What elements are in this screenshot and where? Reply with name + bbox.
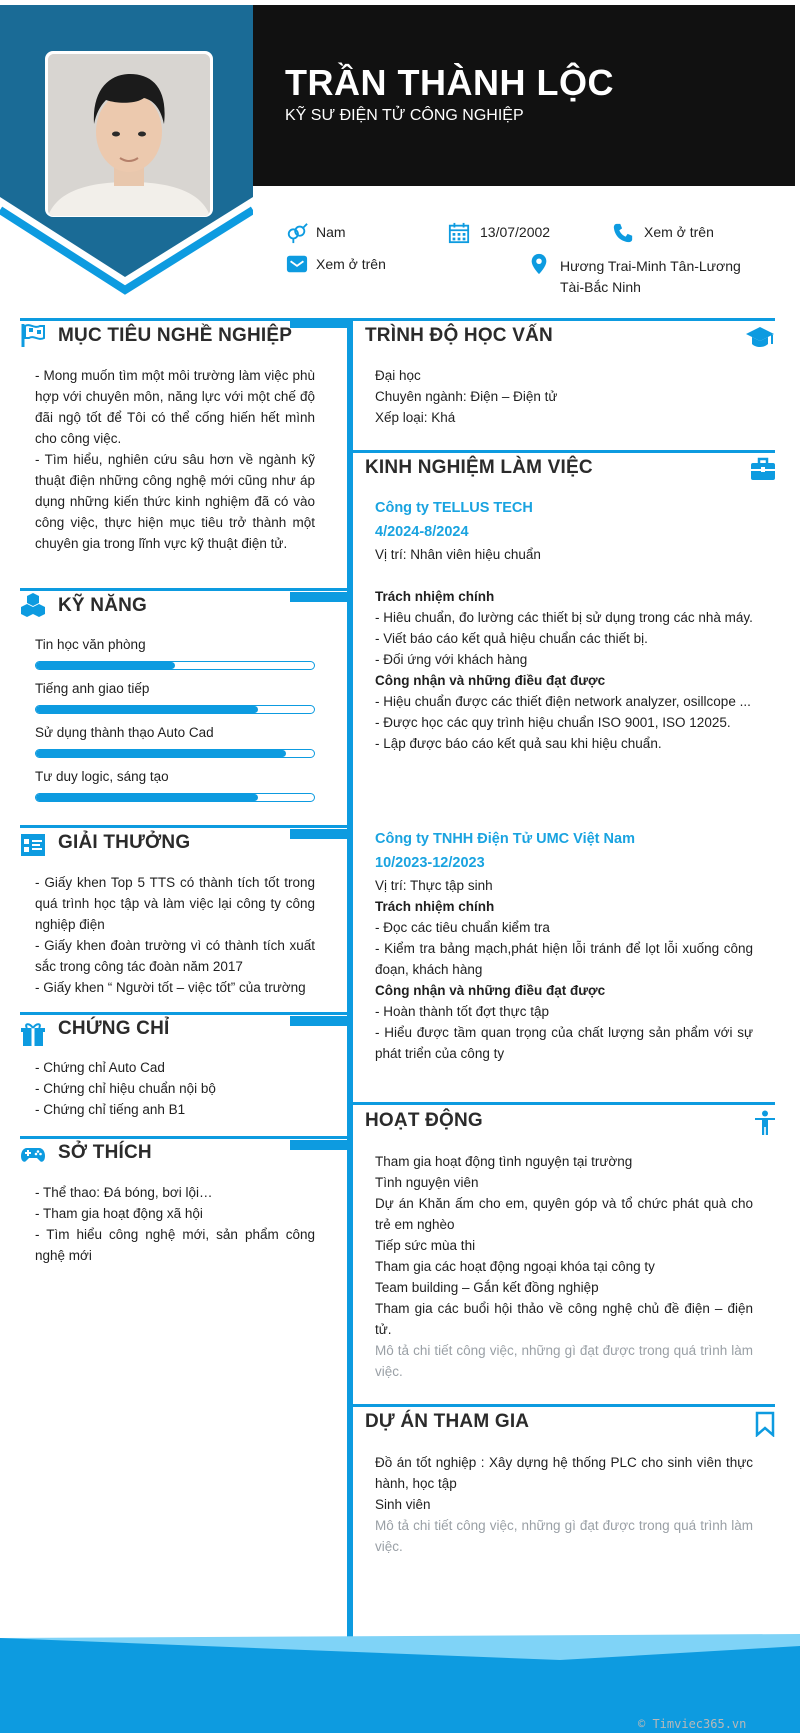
location-icon [528, 253, 550, 275]
activities-divider [353, 1102, 775, 1105]
job-1-ach-3: - Lập được báo cáo kết quả sau khi hiệu chuẩn. [375, 736, 662, 751]
job-2-resp-2: - Kiểm tra bảng mạch,phát hiện lỗi tránh để lọt lỗi xuống công đoạn, khách hàng [375, 941, 753, 977]
award-item-2: - Giấy khen đoàn trường vì có thành tích xuất sắc trong công tác đoàn năm 2017 [35, 938, 315, 974]
certificates-tab [290, 1016, 347, 1026]
objective-paragraph-1: - Mong muốn tìm một môi trường làm việc phù hợp với chuyên môn, năng lực với một chế độ đãi ngộ tốt để Tôi có thể cống hiến hết mình cho công việc. [35, 368, 315, 446]
cubes-icon [20, 592, 46, 618]
hobby-item-1: - Thể thao: Đá bóng, bơi lội… [35, 1185, 213, 1200]
objective-tab [290, 318, 347, 328]
activities-title: HOẠT ĐỘNG [365, 1110, 483, 1131]
project-item-1: Đồ án tốt nghiệp : Xây dựng hệ thống PLC cho sinh viên thực hành, học tập [375, 1455, 753, 1491]
skill-label: Tin học văn phòng [35, 637, 146, 652]
candidate-name: TRẦN THÀNH LỘC [285, 62, 614, 103]
education-major: Chuyên ngành: Điện – Điện tử [375, 389, 558, 404]
hobbies-body [35, 1182, 315, 1266]
job-2-period: 10/2023-12/2023 [375, 855, 485, 871]
activity-item-2: Tình nguyện viên [375, 1175, 479, 1190]
skill-label: Sử dụng thành thạo Auto Cad [35, 725, 214, 740]
activity-item-6: Team building – Gắn kết đồng nghiệp [375, 1280, 599, 1295]
hobby-item-3: - Tìm hiểu công nghệ mới, sản phẩm công nghệ mới [35, 1227, 315, 1263]
objective-paragraph-2: - Tìm hiểu, nghiên cứu sâu hơn về ngành kỹ thuật điện những công nghệ mới cũng như áp dụng những kiến thức kinh nghiệm đã có vào công việc, thực hiện mục tiêu trở thành một chuyên gia trong lĩnh vực kỹ thuật điện tử. [35, 452, 315, 551]
objective-title: MỤC TIÊU NGHỀ NGHIỆP [58, 325, 293, 346]
projects-divider [353, 1404, 775, 1407]
job-1-resp-title: Trách nhiệm chính [375, 589, 495, 604]
experience-job-1 [375, 496, 753, 754]
watermark: © Timviec365.vn [638, 1717, 747, 1731]
award-item-3: - Giấy khen “ Người tốt – việc tốt” của trường [35, 980, 306, 995]
job-1-resp-2: - Viết báo cáo kết quả hiệu chuẩn các thiết bị. [375, 631, 648, 646]
certificate-item-3: - Chứng chỉ tiếng anh B1 [35, 1102, 186, 1117]
job-1-resp-1: - Hiêu chuẩn, đo lường các thiết bị sử dụng trong các nhà máy. [375, 610, 753, 625]
project-description: Mô tả chi tiết công việc, những gì đạt được trong quá trình làm việc. [375, 1518, 753, 1554]
education-body [375, 365, 753, 428]
activity-item-7: Tham gia các buổi hội thảo về công nghệ chủ đề điện – điện tử. [375, 1301, 753, 1337]
address-value [560, 256, 741, 298]
skill-bar [35, 661, 315, 670]
email-icon [286, 253, 308, 275]
job-2-ach-2: - Hiểu được tầm quan trọng của chất lượng sản phẩm với sự phát triển của công ty [375, 1025, 753, 1061]
activity-item-5: Tham gia các hoạt động ngoại khóa tại công ty [375, 1259, 655, 1274]
calendar-icon [448, 222, 470, 244]
email-value: Xem ở trên [316, 256, 386, 272]
project-role: Sinh viên [375, 1497, 431, 1512]
skill-bar-fill [36, 662, 175, 669]
award-list-icon [20, 832, 46, 858]
certificate-item-1: - Chứng chỉ Auto Cad [35, 1060, 165, 1075]
job-1-spacer [375, 565, 753, 586]
projects-title: DỰ ÁN THAM GIA [365, 1411, 530, 1432]
skill-bar [35, 749, 315, 758]
skill-bar [35, 793, 315, 802]
awards-title: GIẢI THƯỞNG [58, 832, 191, 853]
activities-body [375, 1151, 753, 1382]
job-1-ach-2: - Được học các quy trình hiệu chuẩn ISO 9001, ISO 12025. [375, 715, 731, 730]
skill-label: Tư duy logic, sáng tạo [35, 769, 169, 784]
experience-job-2 [375, 827, 753, 1064]
job-2-resp-1: - Đọc các tiêu chuẩn kiểm tra [375, 920, 550, 935]
award-item-1: - Giấy khen Top 5 TTS có thành tích tốt trong quá trình học tập và làm việc lại công ty công nghiệp điện [35, 875, 315, 932]
skills-tab [290, 592, 347, 602]
candidate-title: KỸ SƯ ĐIỆN TỬ CÔNG NGHIỆP [285, 107, 524, 124]
certificates-divider [20, 1012, 350, 1015]
gender-icon [286, 222, 308, 244]
gift-icon [20, 1021, 46, 1047]
certificate-item-2: - Chứng chỉ hiệu chuẩn nội bộ [35, 1081, 216, 1096]
activity-item-4: Tiếp sức mùa thi [375, 1238, 476, 1253]
address-line-2: Tài-Bắc Ninh [560, 279, 641, 295]
phone-icon [612, 222, 634, 244]
hobbies-tab [290, 1140, 347, 1150]
skills-title: KỸ NĂNG [58, 595, 148, 616]
activity-item-1: Tham gia hoạt động tình nguyện tại trường [375, 1154, 633, 1169]
skill-bar-fill [36, 794, 258, 801]
gender-value: Nam [316, 224, 346, 240]
job-1-ach-title: Công nhận và những điều đạt được [375, 673, 606, 688]
job-1-period: 4/2024-8/2024 [375, 524, 469, 540]
graduation-cap-icon [745, 324, 775, 350]
skill-bar-fill [36, 750, 286, 757]
address-line-1: Hương Trai-Minh Tân-Lương [560, 258, 741, 274]
job-1-ach-1: - Hiệu chuẩn được các thiết điện network analyzer, osillcope ... [375, 694, 751, 709]
hobbies-title: SỞ THÍCH [58, 1142, 152, 1163]
job-2-position: Vị trí: Thực tập sinh [375, 878, 493, 893]
hobby-item-2: - Tham gia hoạt động xã hội [35, 1206, 203, 1221]
job-1-resp-3: - Đối ứng với khách hàng [375, 652, 528, 667]
projects-body [375, 1452, 753, 1557]
job-1-position: Vị trí: Nhân viên hiệu chuẩn [375, 547, 541, 562]
column-divider [347, 318, 353, 1638]
awards-body [35, 872, 315, 998]
job-2-ach-title: Công nhận và những điều đạt được [375, 983, 606, 998]
gamepad-icon [20, 1142, 46, 1168]
job-2-company: Công ty TNHH Điện Tử UMC Việt Nam [375, 831, 635, 847]
objective-body [35, 365, 315, 554]
skills-divider [20, 588, 350, 591]
education-degree: Đại học [375, 368, 421, 383]
activity-description: Mô tả chi tiết công việc, những gì đạt được trong quá trình làm việc. [375, 1343, 753, 1379]
education-divider [353, 318, 775, 321]
person-icon [752, 1110, 778, 1136]
experience-divider [353, 450, 775, 453]
education-title: TRÌNH ĐỘ HỌC VẤN [365, 325, 553, 346]
awards-divider [20, 825, 350, 828]
bookmark-icon [752, 1411, 778, 1437]
activity-item-3: Dự án Khăn ấm cho em, quyên góp và tổ chức phát quà cho trẻ em nghèo [375, 1196, 753, 1232]
skill-bar [35, 705, 315, 714]
experience-title: KINH NGHIỆM LÀM VIỆC [365, 457, 593, 478]
hobbies-divider [20, 1136, 350, 1139]
job-1-company: Công ty TELLUS TECH [375, 500, 533, 516]
awards-tab [290, 829, 347, 839]
phone-value: Xem ở trên [644, 224, 714, 240]
certificates-body [35, 1057, 315, 1120]
flag-icon [20, 322, 46, 348]
skill-label: Tiếng anh giao tiếp [35, 681, 150, 696]
skill-bar-fill [36, 706, 258, 713]
education-grade: Xếp loại: Khá [375, 410, 456, 425]
job-2-resp-title: Trách nhiệm chính [375, 899, 495, 914]
briefcase-icon [750, 456, 776, 482]
certificates-title: CHỨNG CHỈ [58, 1018, 170, 1039]
avatar [48, 54, 210, 216]
dob-value: 13/07/2002 [480, 224, 551, 240]
job-2-ach-1: - Hoàn thành tốt đợt thực tập [375, 1004, 549, 1019]
